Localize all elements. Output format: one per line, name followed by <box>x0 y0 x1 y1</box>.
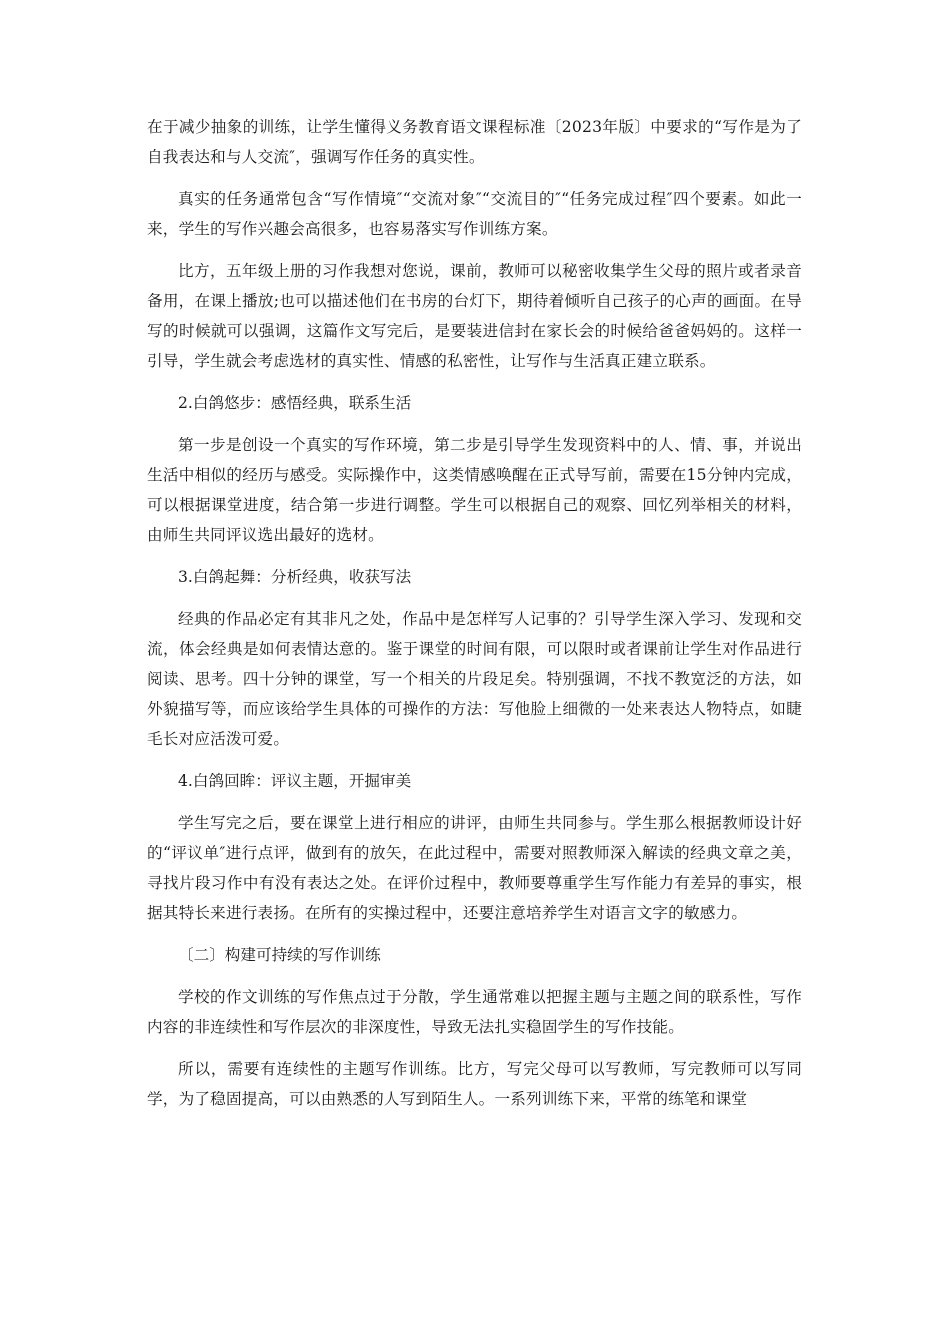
paragraph-school-training: 学校的作文训练的写作焦点过于分散，学生通常难以把握主题与主题之间的联系性，写作内容的非连续性和写作层次的非深度性，导致无法扎实稳固学生的写作技能。 <box>147 988 802 1036</box>
section-heading-3: 3.白鸽起舞：分析经典，收获写法 <box>178 568 412 586</box>
section-heading-b: 〔二〕构建可持续的写作训练 <box>178 946 381 964</box>
section-heading-4: 4.白鸽回眸：评议主题，开掘审美 <box>178 772 412 790</box>
paragraph-review: 学生写完之后，要在课堂上进行相应的讲评，由师生共同参与。学生那么根据教师设计好的“评议单″进行点评，做到有的放矢，在此过程中，需要对照教师深入解读的经典文章之美，寻找片段习作中有没有表达之处。在评价过程中，教师要尊重学生写作能力有差异的事实，根据其特长来进行表扬。在所有的实操过程中，还要注意培养学生对语言文字的敏感力。 <box>147 814 802 922</box>
paragraph-continuation: 在于减少抽象的训练，让学生懂得义务教育语文课程标准〔2023年版〕中要求的“写作是为了自我表达和与人交流″，强调写作任务的真实性。 <box>147 118 802 166</box>
paragraph-step-two: 第一步是创设一个真实的写作环境，第二步是引导学生发现资料中的人、情、事，并说出生活中相似的经历与感受。实际操作中，这类情感唤醒在正式导写前，需要在15分钟内完成，可以根据课堂进度，结合第一步进行调整。学生可以根据自己的观察、回忆列举相关的材料，由师生共同评议选出最好的选材。 <box>147 436 802 544</box>
paragraph-continuity: 所以，需要有连续性的主题写作训练。比方，写完父母可以写教师，写完教师可以写同学，为了稳固提高，可以由熟悉的人写到陌生人。一系列训练下来，平常的练笔和课堂 <box>147 1060 802 1108</box>
paragraph-task-elements: 真实的任务通常包含“写作情境″“交流对象″“交流目的″“任务完成过程″四个要素。如此一来，学生的写作兴趣会高很多，也容易落实写作训练方案。 <box>147 190 802 238</box>
paragraph-classics: 经典的作品必定有其非凡之处，作品中是怎样写人记事的？引导学生深入学习、发现和交流，体会经典是如何表情达意的。鉴于课堂的时间有限，可以限时或者课前让学生对作品进行阅读、思考。四十分钟的课堂，写一个相关的片段足矣。特别强调，不找不教宽泛的方法，如外貌描写等，而应该给学生具体的可操作的方法：写他脸上细微的一处来表达人物特点，如睫毛长对应活泼可爱。 <box>147 610 802 748</box>
paragraph-example: 比方，五年级上册的习作我想对您说，课前，教师可以秘密收集学生父母的照片或者录音备用，在课上播放;也可以描述他们在书房的台灯下，期待着倾听自己孩子的心声的画面。在导写的时候就可以强调，这篇作文写完后，是要装进信封在家长会的时候给爸爸妈妈的。这样一引导，学生就会考虑选材的真实性、情感的私密性，让写作与生活真正建立联系。 <box>147 262 802 370</box>
document-page <box>147 112 802 1114</box>
section-heading-2: 2.白鸽悠步：感悟经典，联系生活 <box>178 394 412 412</box>
